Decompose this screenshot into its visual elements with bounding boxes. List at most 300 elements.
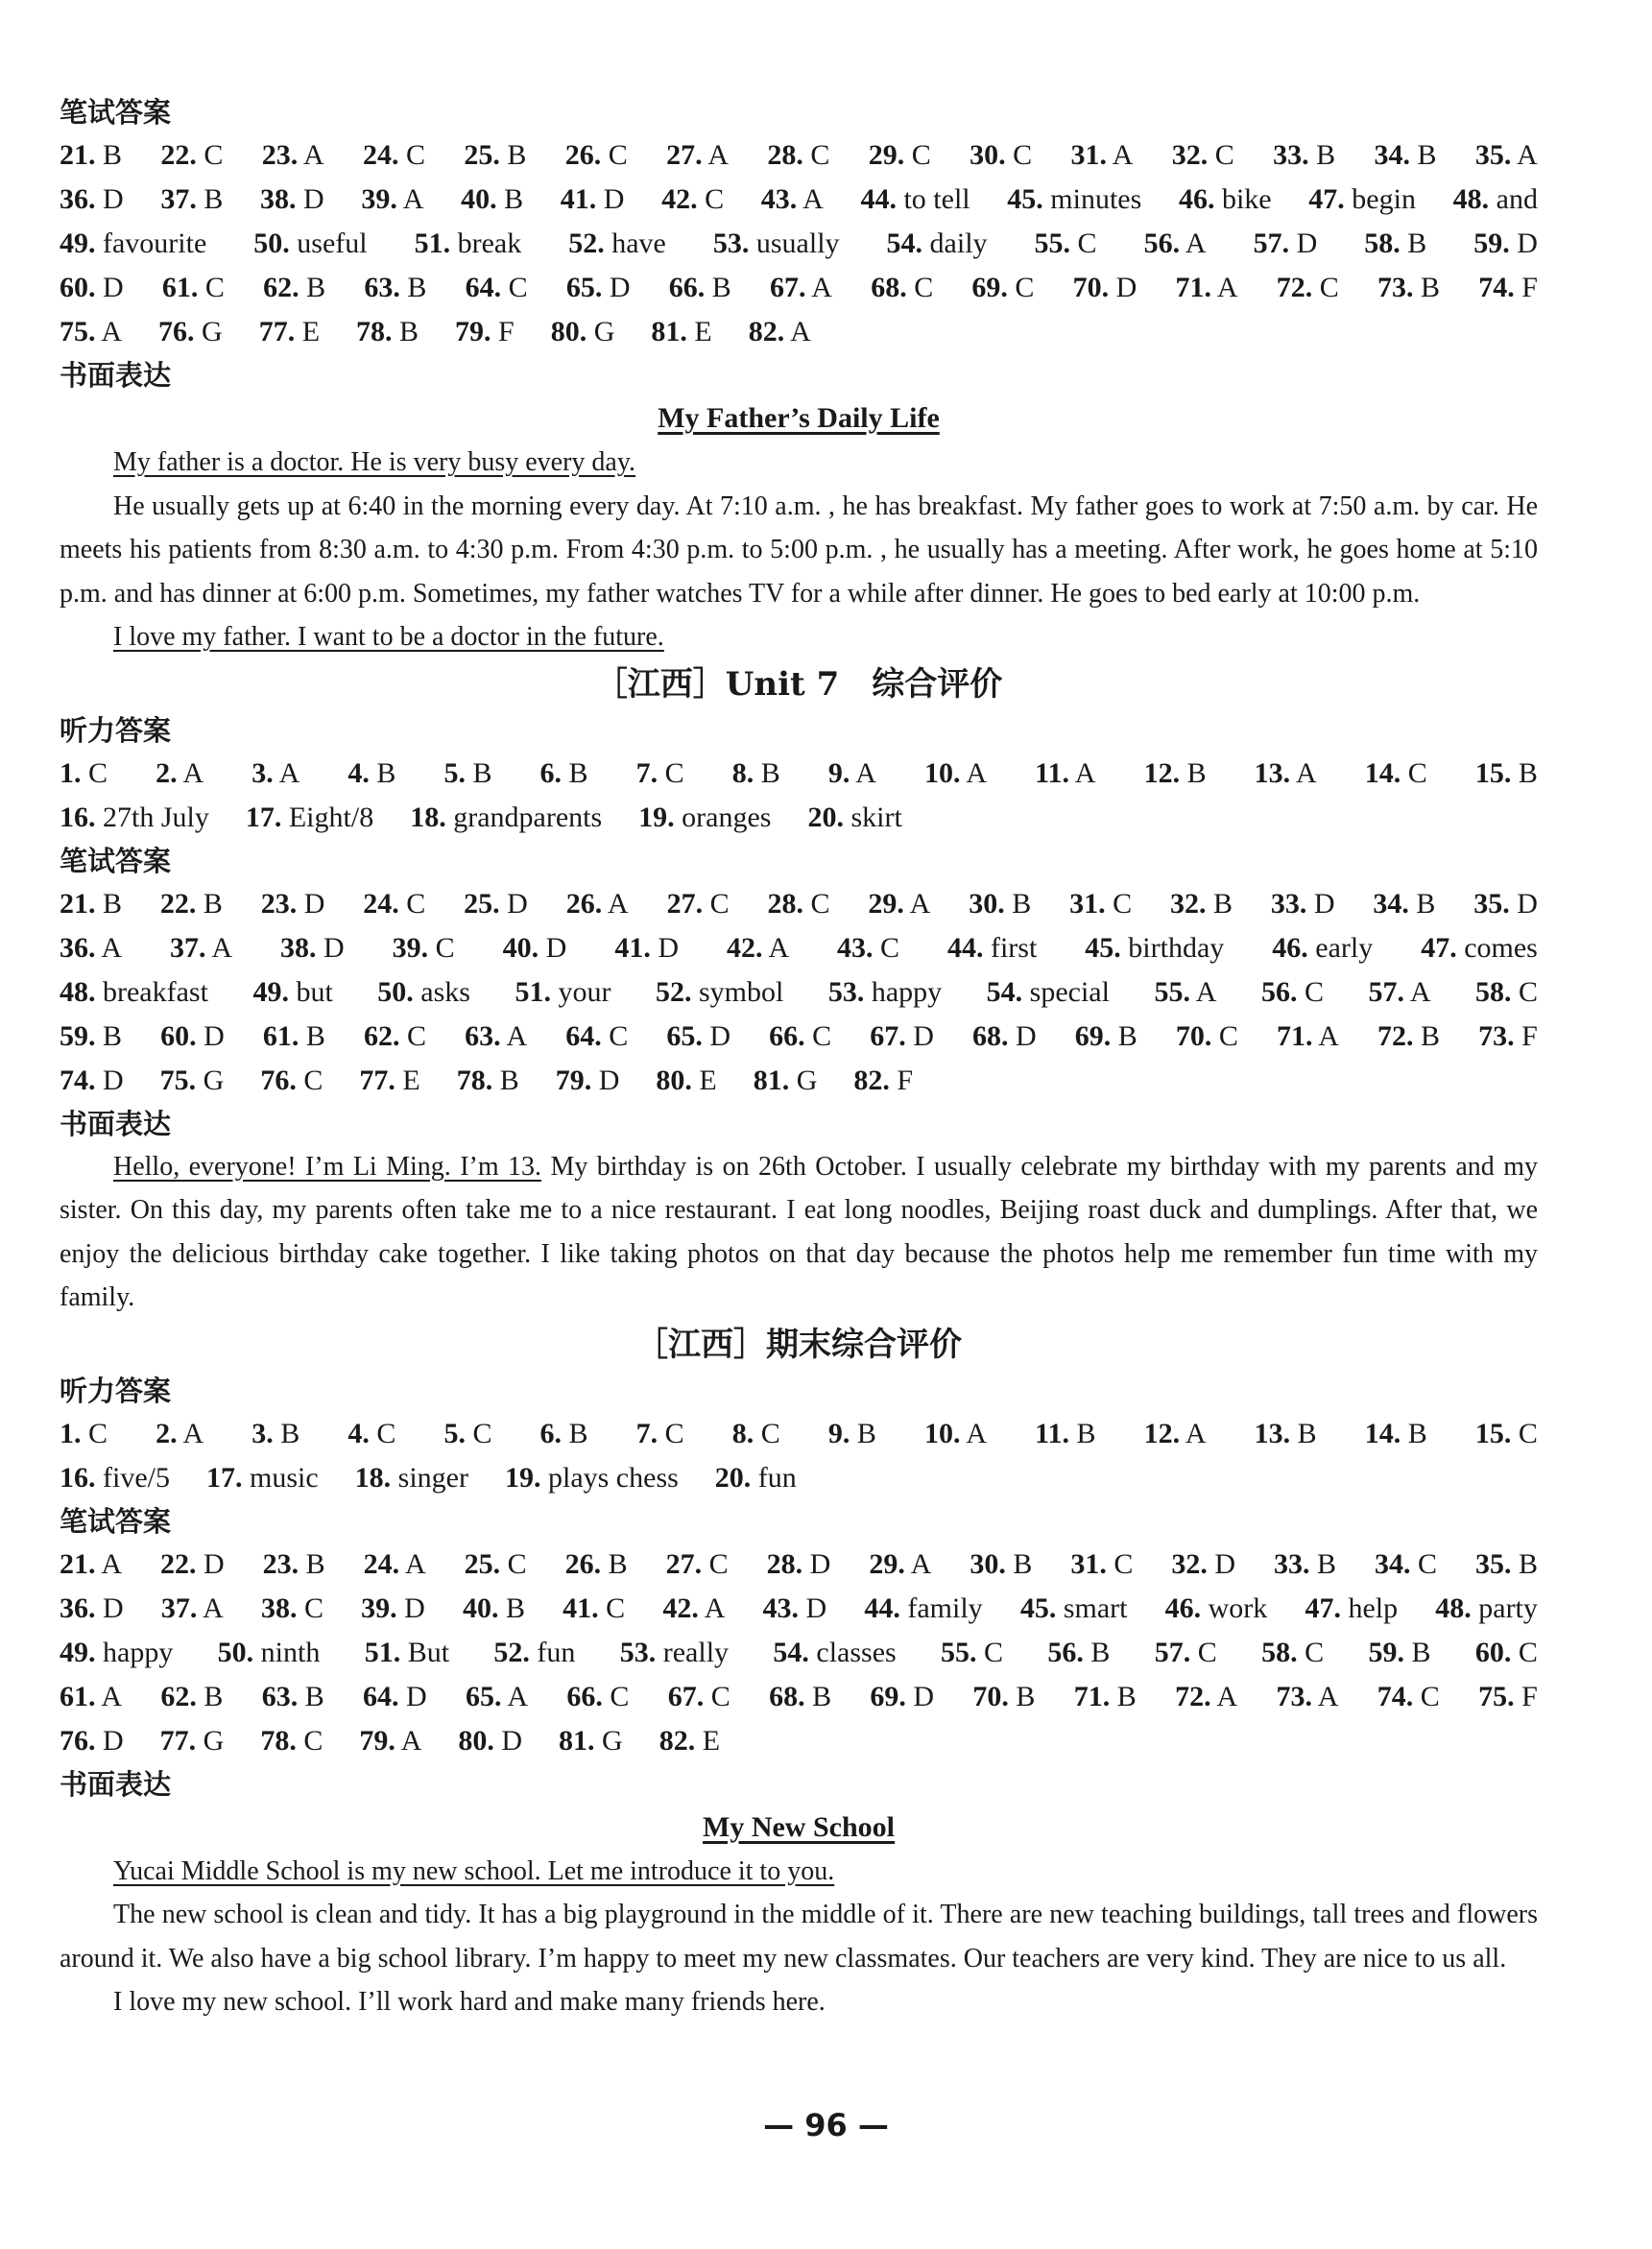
question-number: 21. bbox=[60, 1547, 96, 1580]
written-answers-label: 笔试答案 bbox=[60, 96, 172, 129]
answer-item bbox=[260, 1059, 323, 1103]
question-number: 37. bbox=[160, 183, 197, 215]
question-number: 51. bbox=[414, 227, 451, 259]
question-number: 52. bbox=[493, 1636, 530, 1668]
question-number: 79. bbox=[359, 1724, 395, 1757]
question-number: 73. bbox=[1276, 1680, 1312, 1712]
answer-value: usually bbox=[749, 227, 840, 259]
answer-item bbox=[261, 882, 325, 926]
answer-item bbox=[260, 1719, 323, 1763]
essay-paragraph: I love my father. I want to be a doctor in the future. bbox=[113, 622, 664, 652]
answer-value: A bbox=[1311, 1680, 1339, 1712]
answer-value: D bbox=[316, 931, 345, 964]
question-number: 20. bbox=[807, 801, 844, 833]
answer-item bbox=[458, 1719, 522, 1763]
question-number: 42. bbox=[661, 183, 698, 215]
answer-item bbox=[1308, 178, 1416, 222]
question-number: 70. bbox=[1072, 272, 1110, 303]
question-number: 28. bbox=[767, 139, 803, 171]
question-number: 69. bbox=[971, 272, 1008, 303]
question-number: 68. bbox=[769, 1680, 805, 1712]
question-number: 24. bbox=[363, 1547, 400, 1580]
answer-item bbox=[1155, 1631, 1217, 1675]
answer-value: A bbox=[197, 1591, 224, 1624]
answer-value: D bbox=[297, 887, 325, 920]
question-number: 9. bbox=[827, 756, 850, 789]
answer-value: F bbox=[1514, 272, 1538, 303]
page-number: — 96 — bbox=[763, 2107, 889, 2143]
question-number: 45. bbox=[1007, 183, 1043, 215]
answer-value: C bbox=[1005, 139, 1033, 171]
question-number: 43. bbox=[762, 1591, 800, 1624]
question-number: 20. bbox=[714, 1461, 752, 1494]
answer-item bbox=[461, 178, 523, 222]
question-number: 38. bbox=[280, 931, 317, 964]
answer-value: C bbox=[658, 1417, 684, 1449]
answer-value: A bbox=[805, 272, 832, 303]
answer-value: B bbox=[562, 756, 588, 789]
answer-value: G bbox=[594, 1724, 623, 1757]
answer-value: F bbox=[889, 1064, 914, 1096]
answer-item bbox=[1035, 752, 1095, 796]
answer-value: D bbox=[396, 1591, 425, 1624]
question-number: 21. bbox=[60, 139, 96, 171]
answer-item bbox=[1473, 222, 1538, 266]
answer-value: C bbox=[297, 1591, 324, 1624]
answer-value: F bbox=[491, 316, 515, 347]
question-number: 41. bbox=[560, 183, 597, 215]
answer-item bbox=[568, 222, 666, 266]
answer-item bbox=[260, 178, 324, 222]
question-number: 81. bbox=[753, 1064, 790, 1096]
answer-value: C bbox=[754, 1417, 780, 1449]
answer-value: B bbox=[498, 1591, 526, 1624]
answer-item bbox=[1154, 970, 1216, 1015]
question-number: 17. bbox=[205, 1461, 243, 1494]
answer-value: But bbox=[400, 1636, 450, 1668]
answer-value: D bbox=[95, 1591, 124, 1624]
answer-item bbox=[1075, 1015, 1137, 1059]
answer-item bbox=[763, 1587, 827, 1631]
question-number: 9. bbox=[827, 1417, 850, 1449]
answer-value: break bbox=[450, 227, 522, 259]
question-number: 2. bbox=[156, 1417, 178, 1449]
answer-value: A bbox=[1211, 272, 1238, 303]
question-number: 59. bbox=[1368, 1636, 1404, 1668]
question-number: 66. bbox=[566, 1680, 603, 1712]
answer-value: C bbox=[601, 1019, 629, 1052]
answer-item bbox=[1478, 1015, 1538, 1059]
answer-item bbox=[393, 926, 455, 970]
answer-item bbox=[1377, 1015, 1440, 1059]
answer-item bbox=[659, 1719, 720, 1763]
question-number: 29. bbox=[868, 139, 905, 171]
answer-item bbox=[160, 1675, 223, 1719]
answer-item bbox=[661, 178, 724, 222]
answer-value: G bbox=[194, 316, 223, 347]
question-number: 44. bbox=[864, 1591, 900, 1624]
question-number: 63. bbox=[261, 1680, 299, 1712]
question-number: 24. bbox=[363, 887, 399, 920]
question-number: 75. bbox=[159, 1064, 197, 1096]
answer-value: C bbox=[501, 272, 528, 303]
answer-item bbox=[887, 222, 988, 266]
question-number: 3. bbox=[251, 756, 274, 789]
answer-item bbox=[1478, 1675, 1538, 1719]
answer-value: A bbox=[904, 1547, 932, 1580]
question-number: 39. bbox=[392, 931, 429, 964]
question-number: 55. bbox=[1154, 975, 1190, 1008]
answer-item bbox=[656, 970, 783, 1015]
question-number: 57. bbox=[1368, 975, 1404, 1008]
answer-item bbox=[636, 752, 684, 796]
answer-item bbox=[206, 1456, 319, 1500]
answer-value: and bbox=[1489, 183, 1538, 215]
answer-item bbox=[465, 1015, 527, 1059]
answer-value: C bbox=[1070, 227, 1097, 259]
answer-item bbox=[1073, 266, 1137, 310]
question-number: 19. bbox=[504, 1461, 541, 1494]
answer-value: fun bbox=[751, 1461, 797, 1494]
answer-value: B bbox=[299, 1019, 325, 1052]
answer-value: C bbox=[602, 1680, 630, 1712]
question-number: 76. bbox=[158, 316, 195, 347]
answer-row bbox=[60, 1543, 1538, 1587]
answer-item bbox=[715, 1456, 797, 1500]
answer-item bbox=[727, 926, 789, 970]
answer-item bbox=[160, 882, 223, 926]
question-number: 62. bbox=[160, 1680, 197, 1712]
essay-title: My New School bbox=[703, 1810, 895, 1843]
answer-value: B bbox=[1206, 887, 1233, 920]
answer-value: singer bbox=[391, 1461, 468, 1494]
answer-item bbox=[170, 926, 232, 970]
answer-value: A bbox=[95, 1680, 123, 1712]
question-number: 46. bbox=[1178, 183, 1215, 215]
answer-item bbox=[828, 752, 876, 796]
answer-value: B bbox=[850, 1417, 876, 1449]
answer-item bbox=[60, 926, 122, 970]
question-number: 58. bbox=[1261, 1636, 1298, 1668]
answer-value: C bbox=[1511, 1417, 1538, 1449]
answer-item bbox=[1377, 1675, 1440, 1719]
question-number: 65. bbox=[666, 1019, 703, 1052]
question-number: 22. bbox=[159, 887, 197, 920]
answer-value: A bbox=[702, 139, 730, 171]
answer-item bbox=[636, 1412, 684, 1456]
answer-value: B bbox=[1180, 756, 1207, 789]
question-number: 43. bbox=[836, 931, 874, 964]
answer-item bbox=[347, 1412, 395, 1456]
question-number: 66. bbox=[668, 272, 706, 303]
answer-value: party bbox=[1471, 1591, 1538, 1624]
answer-row bbox=[60, 222, 1538, 266]
answer-value: A bbox=[602, 887, 629, 920]
answer-item bbox=[156, 752, 204, 796]
answer-item bbox=[160, 1543, 225, 1587]
answer-value: B bbox=[1511, 756, 1538, 789]
answer-value: music bbox=[242, 1461, 319, 1494]
answer-item bbox=[770, 266, 832, 310]
answer-value: F bbox=[1514, 1019, 1538, 1052]
question-number: 72. bbox=[1377, 1019, 1414, 1052]
answer-item bbox=[1276, 1675, 1338, 1719]
answer-item bbox=[947, 926, 1037, 970]
answer-item bbox=[359, 1059, 419, 1103]
answer-value: B bbox=[1004, 887, 1032, 920]
question-number: 63. bbox=[465, 1019, 501, 1052]
answer-item bbox=[1171, 1543, 1235, 1587]
question-number: 44. bbox=[946, 931, 984, 964]
question-number: 74. bbox=[60, 1064, 96, 1096]
writing-label: 书面表达 bbox=[60, 1767, 172, 1801]
answer-item bbox=[828, 1412, 876, 1456]
answer-value: B bbox=[562, 1417, 588, 1449]
answer-item bbox=[60, 1456, 170, 1500]
answer-item bbox=[1274, 1543, 1336, 1587]
answer-item bbox=[364, 266, 426, 310]
answer-item bbox=[767, 882, 829, 926]
question-number: 58. bbox=[1364, 227, 1401, 259]
answer-row bbox=[60, 1675, 1538, 1719]
answer-value: C bbox=[500, 1547, 527, 1580]
answer-value: symbol bbox=[691, 975, 784, 1008]
answer-value: A bbox=[501, 1680, 529, 1712]
answer-value: D bbox=[493, 1724, 523, 1757]
answer-item bbox=[443, 1412, 491, 1456]
answer-item bbox=[1255, 1412, 1317, 1456]
answer-item bbox=[969, 882, 1031, 926]
answer-value: E bbox=[395, 1064, 420, 1096]
answer-item bbox=[162, 266, 225, 310]
question-number: 56. bbox=[1260, 975, 1298, 1008]
question-number: 53. bbox=[619, 1636, 657, 1668]
answer-value: classes bbox=[808, 1636, 897, 1668]
answer-value: G bbox=[789, 1064, 818, 1096]
answer-value: skirt bbox=[843, 801, 902, 833]
answer-row bbox=[60, 926, 1538, 970]
answer-value: A bbox=[177, 756, 204, 789]
question-number: 31. bbox=[1070, 1547, 1107, 1580]
answer-item bbox=[161, 1587, 224, 1631]
answer-value: D bbox=[650, 931, 679, 964]
question-number: 48. bbox=[60, 975, 96, 1008]
answer-value: A bbox=[1403, 975, 1431, 1008]
question-number: 3. bbox=[251, 1417, 274, 1449]
answer-value: A bbox=[1106, 139, 1134, 171]
question-number: 46. bbox=[1164, 1591, 1202, 1624]
answer-item bbox=[565, 133, 628, 178]
answer-row bbox=[60, 1456, 1538, 1500]
answer-item bbox=[864, 1587, 982, 1631]
answer-value: D bbox=[95, 1064, 124, 1096]
question-number: 64. bbox=[465, 272, 502, 303]
answer-value: B bbox=[496, 183, 524, 215]
answer-item bbox=[559, 1719, 623, 1763]
answer-value: C bbox=[1410, 1547, 1437, 1580]
answer-value: B bbox=[1309, 1547, 1336, 1580]
answer-item bbox=[361, 178, 423, 222]
question-number: 1. bbox=[60, 1417, 82, 1449]
answer-value: A bbox=[1312, 1019, 1339, 1052]
question-number: 59. bbox=[1473, 227, 1510, 259]
question-number: 25. bbox=[464, 1547, 501, 1580]
question-number: 29. bbox=[869, 1547, 905, 1580]
answer-item bbox=[563, 1587, 625, 1631]
question-number: 65. bbox=[565, 272, 603, 303]
answer-item bbox=[1475, 970, 1538, 1015]
answer-value: C bbox=[697, 183, 725, 215]
answer-value: A bbox=[784, 316, 811, 347]
answer-item bbox=[1272, 926, 1373, 970]
question-number: 5. bbox=[443, 1417, 466, 1449]
answer-value: A bbox=[1511, 139, 1538, 171]
answer-row bbox=[60, 1412, 1538, 1456]
answer-item bbox=[1070, 133, 1133, 178]
question-number: 74. bbox=[1377, 1680, 1414, 1712]
answer-item bbox=[1368, 1631, 1430, 1675]
answer-item bbox=[363, 882, 425, 926]
question-number: 78. bbox=[456, 1064, 493, 1096]
answer-value: early bbox=[1307, 931, 1374, 964]
answer-value: D bbox=[1289, 227, 1318, 259]
answer-item bbox=[1047, 1631, 1110, 1675]
answer-item bbox=[1475, 1631, 1538, 1675]
question-number: 31. bbox=[1069, 887, 1106, 920]
answer-item bbox=[160, 1059, 225, 1103]
answer-value: ninth bbox=[253, 1636, 321, 1668]
answer-item bbox=[466, 266, 528, 310]
answer-value: C bbox=[873, 931, 899, 964]
answer-item bbox=[941, 1631, 1003, 1675]
question-number: 54. bbox=[886, 227, 923, 259]
essay-title: My Father’s Daily Life bbox=[658, 402, 940, 434]
question-number: 16. bbox=[60, 801, 96, 833]
written-answers bbox=[60, 133, 1538, 354]
answer-value: B bbox=[499, 139, 527, 171]
question-number: 2. bbox=[156, 756, 178, 789]
answer-value: A bbox=[960, 1417, 987, 1449]
answer-value: C bbox=[196, 139, 224, 171]
question-number: 34. bbox=[1374, 1547, 1411, 1580]
answer-item bbox=[60, 752, 108, 796]
answer-value: C bbox=[976, 1636, 1004, 1668]
answer-item bbox=[415, 222, 522, 266]
question-number: 81. bbox=[651, 316, 687, 347]
question-number: 27. bbox=[665, 1547, 703, 1580]
answer-value: begin bbox=[1344, 183, 1416, 215]
answer-value: B bbox=[392, 316, 419, 347]
writing-label: 书面表达 bbox=[60, 1107, 172, 1140]
answer-value: E bbox=[295, 316, 321, 347]
answer-value: G bbox=[196, 1724, 225, 1757]
answer-value: C bbox=[1190, 1636, 1217, 1668]
question-number: 50. bbox=[217, 1636, 254, 1668]
answer-item bbox=[259, 310, 320, 354]
question-number: 27. bbox=[666, 887, 704, 920]
question-number: 14. bbox=[1364, 756, 1401, 789]
question-number: 4. bbox=[347, 1417, 370, 1449]
answer-value: F bbox=[1514, 1680, 1538, 1712]
answer-item bbox=[60, 310, 122, 354]
answer-item bbox=[1277, 266, 1339, 310]
answer-item bbox=[60, 796, 209, 840]
answer-item bbox=[1144, 222, 1207, 266]
answer-item bbox=[1364, 222, 1426, 266]
answer-value: C bbox=[296, 1064, 323, 1096]
question-number: 76. bbox=[60, 1724, 96, 1757]
question-number: 52. bbox=[568, 227, 605, 259]
answer-item bbox=[1368, 970, 1430, 1015]
answer-value: A bbox=[762, 931, 789, 964]
answer-value: B bbox=[273, 1417, 300, 1449]
answer-value: B bbox=[299, 272, 326, 303]
answer-item bbox=[60, 1543, 122, 1587]
answer-value: D bbox=[591, 1064, 620, 1096]
answer-value: 27th July bbox=[95, 801, 209, 833]
answer-item bbox=[1172, 133, 1234, 178]
writing-label: 书面表达 bbox=[60, 359, 172, 392]
question-number: 47. bbox=[1305, 1591, 1341, 1624]
question-number: 19. bbox=[638, 801, 675, 833]
question-number: 24. bbox=[363, 139, 399, 171]
question-number: 62. bbox=[263, 272, 299, 303]
answer-value: E bbox=[695, 1724, 721, 1757]
answer-item bbox=[970, 1543, 1032, 1587]
answer-value: B bbox=[1400, 227, 1427, 259]
question-number: 60. bbox=[1474, 1636, 1512, 1668]
question-number: 7. bbox=[635, 756, 658, 789]
answer-item bbox=[355, 1456, 468, 1500]
answer-value: B bbox=[1403, 1636, 1431, 1668]
answer-value: B bbox=[754, 756, 780, 789]
question-number: 12. bbox=[1143, 1417, 1181, 1449]
question-number: 65. bbox=[466, 1680, 502, 1712]
answer-value: B bbox=[196, 1680, 224, 1712]
answer-item bbox=[60, 222, 206, 266]
answer-value: A bbox=[1210, 1680, 1238, 1712]
written-answers bbox=[60, 882, 1538, 1103]
essay-paragraph: He usually gets up at 6:40 in the morning every day. At 7:10 a.m. , he has breakfast. My father goes to work at 7:50 a.m. by car. He meets his patients from 8:30 a.m. to 4:30 p.m. From 4:30 p.m. to 5:00 p.m. , he usually has a meeting. After work, he goes home at 5:10 p.m. and has dinner at 6:00 p.m. Sometimes, my father watches TV for a while after dinner. He goes to bed early at 10:00 p.m. bbox=[60, 490, 1538, 609]
answer-item bbox=[987, 970, 1110, 1015]
section-title: ［江西］Unit 7 综合评价 bbox=[594, 664, 1003, 704]
answer-value: A bbox=[1180, 227, 1207, 259]
written-answers-label: 笔试答案 bbox=[60, 1504, 172, 1538]
question-number: 71. bbox=[1073, 1680, 1111, 1712]
answer-value: C bbox=[198, 272, 225, 303]
question-number: 34. bbox=[1374, 139, 1410, 171]
answer-item bbox=[252, 970, 332, 1015]
question-number: 62. bbox=[363, 1019, 400, 1052]
question-number: 54. bbox=[986, 975, 1023, 1008]
answer-value: B bbox=[1290, 1417, 1317, 1449]
question-number: 18. bbox=[410, 801, 446, 833]
question-number: 30. bbox=[970, 139, 1006, 171]
essay-paragraph: Yucai Middle School is my new school. Let me introduce it to you. bbox=[113, 1855, 835, 1886]
answer-value: C bbox=[1312, 272, 1339, 303]
question-number: 63. bbox=[364, 272, 400, 303]
answer-value: B bbox=[1401, 1417, 1427, 1449]
question-number: 78. bbox=[260, 1724, 297, 1757]
question-number: 79. bbox=[555, 1064, 592, 1096]
answer-value: D bbox=[702, 1019, 730, 1052]
question-number: 77. bbox=[359, 1064, 395, 1096]
answer-item bbox=[60, 1631, 173, 1675]
question-number: 16. bbox=[60, 1461, 96, 1494]
question-number: 25. bbox=[464, 887, 500, 920]
answer-value: asks bbox=[413, 975, 470, 1008]
question-number: 55. bbox=[941, 1636, 977, 1668]
